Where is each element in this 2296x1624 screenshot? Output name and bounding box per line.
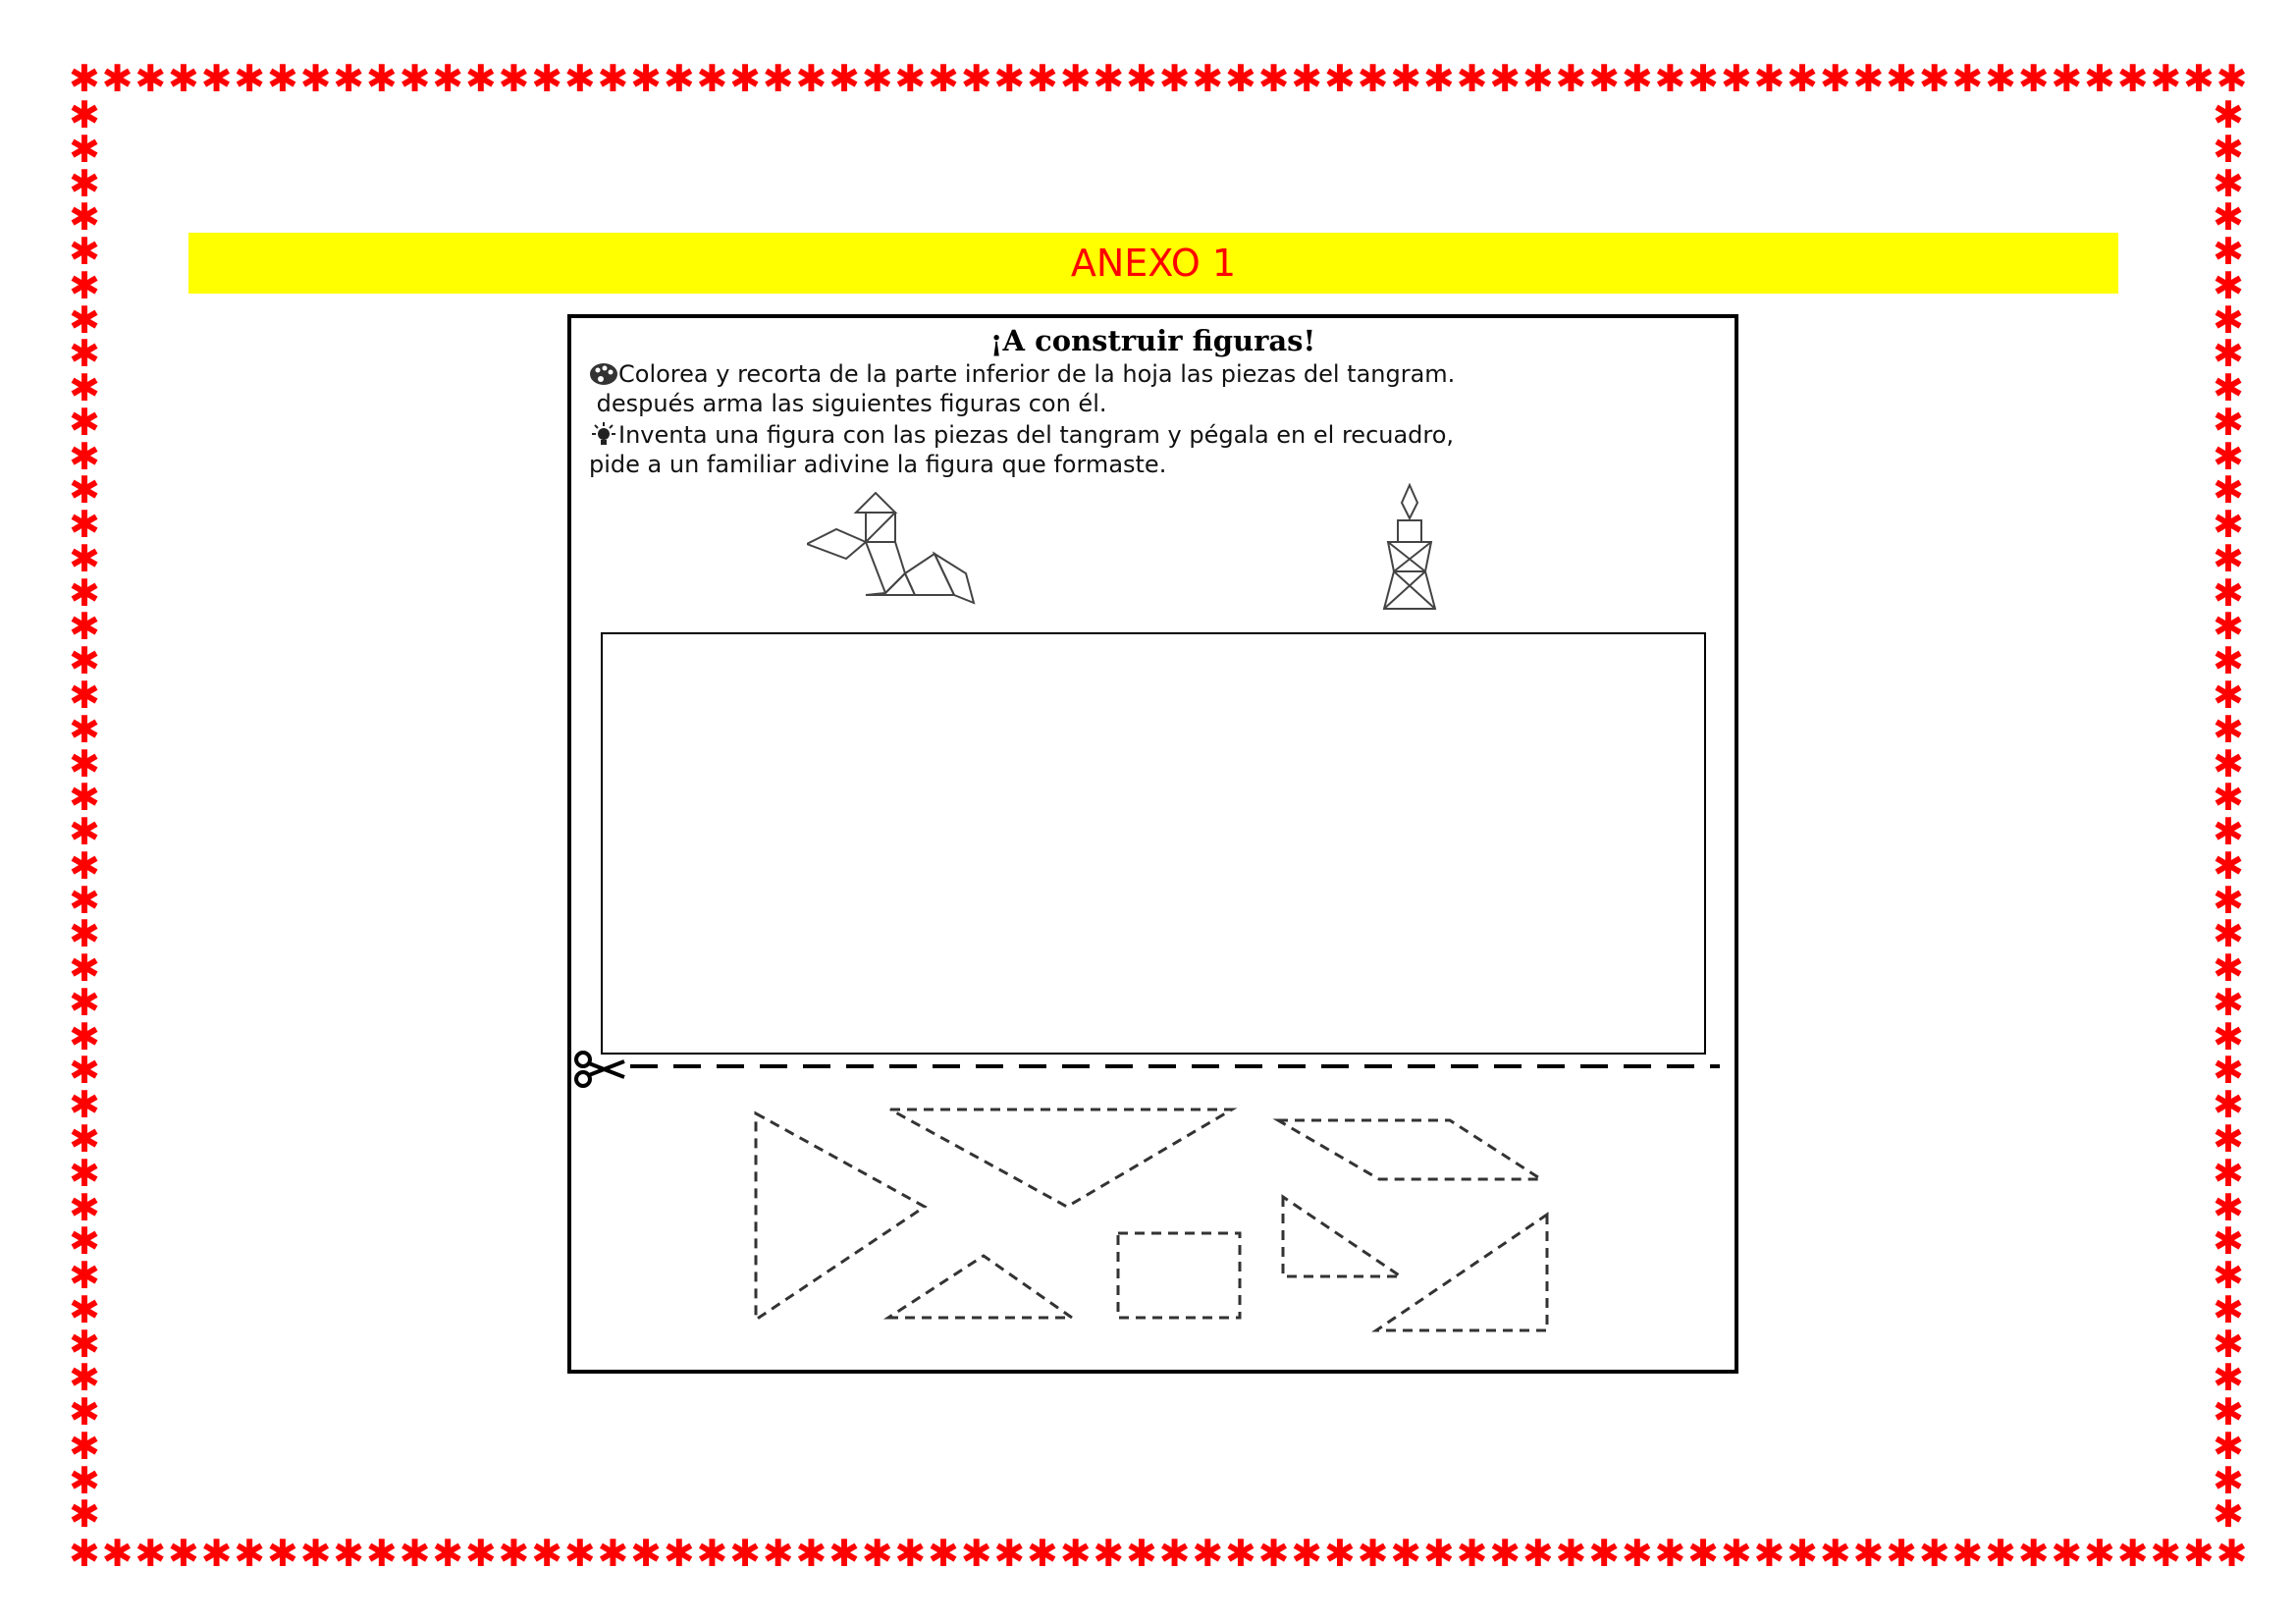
- border-asterisk: ✱: [1224, 57, 1256, 100]
- palette-icon: [589, 361, 618, 387]
- border-asterisk: ✱: [2213, 912, 2244, 956]
- border-asterisk: ✱: [2213, 536, 2244, 580]
- border-asterisk: ✱: [1687, 57, 1719, 100]
- border-asterisk: ✱: [2213, 639, 2244, 683]
- border-asterisk: ✱: [1753, 1532, 1786, 1575]
- border-asterisk: ✱: [1158, 57, 1191, 100]
- border-asterisk: ✱: [2213, 195, 2244, 240]
- border-asterisk: ✱: [464, 57, 497, 100]
- border-asterisk: ✱: [69, 1254, 100, 1298]
- border-asterisk: ✱: [69, 776, 100, 820]
- border-asterisk: ✱: [69, 1185, 100, 1229]
- border-asterisk: ✱: [69, 1390, 100, 1435]
- border-asterisk: ✱: [2017, 57, 2050, 100]
- border-asterisk: ✱: [1059, 57, 1092, 100]
- border-asterisk: ✱: [1985, 1532, 2016, 1575]
- border-asterisk: ✱: [69, 127, 100, 171]
- border-asterisk: ✱: [69, 332, 100, 376]
- border-asterisk: ✱: [2213, 468, 2244, 513]
- border-asterisk: ✱: [630, 1532, 662, 1575]
- border-asterisk: ✱: [1323, 57, 1356, 100]
- border-asterisk: ✱: [399, 57, 431, 100]
- border-asterisk: ✱: [2213, 503, 2244, 547]
- border-asterisk: ✱: [69, 298, 100, 342]
- border-asterisk: ✱: [69, 1322, 100, 1366]
- border-asterisk: ✱: [234, 1532, 266, 1575]
- border-asterisk: ✱: [828, 57, 860, 100]
- border-asterisk: ✱: [2183, 1532, 2215, 1575]
- border-asterisk: ✱: [69, 468, 100, 513]
- border-asterisk: ✱: [894, 1532, 927, 1575]
- border-asterisk: ✱: [2213, 947, 2244, 991]
- border-asterisk: ✱: [2213, 400, 2244, 444]
- border-asterisk: ✱: [729, 57, 761, 100]
- border-asterisk: ✱: [432, 57, 464, 100]
- border-asterisk: ✱: [960, 57, 992, 100]
- bird-tangram-figure: [807, 485, 1003, 618]
- border-asterisk: ✱: [1357, 1532, 1389, 1575]
- border-asterisk: ✱: [266, 1532, 298, 1575]
- border-asterisk: ✱: [696, 57, 728, 100]
- border-asterisk: ✱: [1588, 57, 1621, 100]
- border-asterisk: ✱: [1126, 1532, 1157, 1575]
- border-asterisk: ✱: [2213, 1390, 2244, 1435]
- border-asterisk: ✱: [1291, 1532, 1323, 1575]
- border-asterisk: ✱: [2213, 570, 2244, 615]
- border-asterisk: ✱: [399, 1532, 431, 1575]
- border-asterisk: ✱: [69, 980, 100, 1024]
- border-asterisk: ✱: [2213, 1287, 2244, 1331]
- tangram-square: [1118, 1233, 1240, 1318]
- candle-tangram-figure: [1366, 483, 1455, 616]
- border-asterisk: ✱: [69, 1219, 100, 1264]
- border-asterisk: ✱: [1291, 57, 1323, 100]
- border-asterisk: ✱: [2213, 298, 2244, 342]
- border-asterisk: ✱: [663, 1532, 695, 1575]
- instruction-2-line-1: Inventa una figura con las piezas del tangram y pégala en el recuadro,: [618, 421, 1455, 449]
- border-asterisk: ✱: [2213, 1424, 2244, 1468]
- border-asterisk: ✱: [2213, 1254, 2244, 1298]
- border-asterisk: ✱: [333, 57, 365, 100]
- border-asterisk: ✱: [101, 57, 133, 100]
- border-asterisk: ✱: [69, 1151, 100, 1195]
- border-asterisk: ✱: [1918, 1532, 1950, 1575]
- border-asterisk: ✱: [2213, 230, 2244, 274]
- border-asterisk: ✱: [2213, 1492, 2244, 1537]
- border-asterisk: ✱: [1951, 1532, 1984, 1575]
- border-asterisk: ✱: [69, 810, 100, 854]
- border-asterisk: ✱: [101, 1532, 133, 1575]
- border-asterisk: ✱: [1687, 1532, 1719, 1575]
- border-asterisk: ✱: [1819, 57, 1851, 100]
- border-asterisk: ✱: [1819, 1532, 1851, 1575]
- border-asterisk: ✱: [69, 947, 100, 991]
- border-asterisk: ✱: [234, 57, 266, 100]
- cut-line: [630, 1056, 1720, 1076]
- border-asterisk: ✱: [1257, 1532, 1290, 1575]
- border-asterisk: ✱: [69, 1356, 100, 1400]
- border-top: [69, 59, 2248, 98]
- instruction-1-line-1: Colorea y recorta de la parte inferior de la hoja las piezas del tangram.: [618, 360, 1456, 388]
- border-asterisk: ✱: [69, 536, 100, 580]
- border-asterisk: ✱: [2084, 1532, 2115, 1575]
- border-asterisk: ✱: [563, 57, 596, 100]
- border-asterisk: ✱: [1422, 1532, 1455, 1575]
- border-left: [65, 93, 104, 1537]
- border-asterisk: ✱: [894, 57, 927, 100]
- border-asterisk: ✱: [630, 57, 662, 100]
- tangram-small-triangle-1: [1283, 1197, 1401, 1276]
- border-asterisk: ✱: [1093, 57, 1125, 100]
- border-asterisk: ✱: [464, 1532, 497, 1575]
- border-asterisk: ✱: [69, 639, 100, 683]
- border-asterisk: ✱: [1985, 57, 2016, 100]
- border-asterisk: ✱: [1257, 57, 1290, 100]
- border-asterisk: ✱: [2213, 1322, 2244, 1366]
- border-asterisk: ✱: [1621, 57, 1653, 100]
- border-asterisk: ✱: [69, 400, 100, 444]
- border-asterisk: ✱: [2150, 1532, 2182, 1575]
- border-asterisk: ✱: [167, 57, 199, 100]
- border-asterisk: ✱: [1852, 1532, 1885, 1575]
- border-asterisk: ✱: [563, 1532, 596, 1575]
- border-asterisk: ✱: [795, 57, 828, 100]
- border-asterisk: ✱: [1390, 1532, 1422, 1575]
- border-asterisk: ✱: [1192, 1532, 1224, 1575]
- border-asterisk: ✱: [2213, 1014, 2244, 1058]
- border-asterisk: ✱: [2213, 605, 2244, 649]
- border-asterisk: ✱: [2213, 1116, 2244, 1161]
- border-asterisk: ✱: [69, 570, 100, 615]
- lightbulb-icon: [589, 422, 618, 448]
- border-asterisk: ✱: [1918, 57, 1950, 100]
- border-asterisk: ✱: [1654, 57, 1686, 100]
- border-asterisk: ✱: [2051, 57, 2083, 100]
- paste-box: [601, 632, 1706, 1055]
- border-asterisk: ✱: [960, 1532, 992, 1575]
- border-asterisk: ✱: [2213, 707, 2244, 751]
- border-asterisk: ✱: [2213, 1219, 2244, 1264]
- scissors-icon: [573, 1050, 628, 1089]
- border-asterisk: ✱: [69, 230, 100, 274]
- border-asterisk: ✱: [993, 57, 1026, 100]
- border-asterisk: ✱: [2213, 93, 2244, 136]
- border-asterisk: ✱: [2051, 1532, 2083, 1575]
- border-asterisk: ✱: [69, 57, 100, 100]
- border-asterisk: ✱: [531, 57, 563, 100]
- border-asterisk: ✱: [1852, 57, 1885, 100]
- border-asterisk: ✱: [69, 161, 100, 205]
- border-asterisk: ✱: [1787, 57, 1818, 100]
- border-asterisk: ✱: [69, 741, 100, 785]
- border-asterisk: ✱: [1456, 1532, 1488, 1575]
- border-asterisk: ✱: [1323, 1532, 1356, 1575]
- border-asterisk: ✱: [365, 1532, 398, 1575]
- border-asterisk: ✱: [266, 57, 298, 100]
- border-asterisk: ✱: [200, 57, 233, 100]
- border-asterisk: ✱: [2017, 1532, 2050, 1575]
- border-asterisk: ✱: [1753, 57, 1786, 100]
- border-asterisk: ✱: [69, 1492, 100, 1537]
- border-asterisk: ✱: [69, 1287, 100, 1331]
- border-asterisk: ✱: [498, 57, 530, 100]
- border-asterisk: ✱: [2213, 843, 2244, 888]
- border-asterisk: ✱: [2216, 57, 2248, 100]
- border-asterisk: ✱: [1126, 57, 1157, 100]
- border-asterisk: ✱: [69, 707, 100, 751]
- border-asterisk: ✱: [1555, 57, 1587, 100]
- border-asterisk: ✱: [69, 434, 100, 478]
- border-asterisk: ✱: [69, 195, 100, 240]
- border-asterisk: ✱: [1489, 1532, 1522, 1575]
- border-asterisk: ✱: [69, 843, 100, 888]
- border-asterisk: ✱: [2213, 1151, 2244, 1195]
- tangram-large-triangle-2: [890, 1110, 1232, 1207]
- border-right: [2209, 93, 2248, 1537]
- border-asterisk: ✱: [2213, 434, 2244, 478]
- border-asterisk: ✱: [531, 1532, 563, 1575]
- border-asterisk: ✱: [2213, 741, 2244, 785]
- border-asterisk: ✱: [861, 1532, 893, 1575]
- border-asterisk: ✱: [432, 1532, 464, 1575]
- border-asterisk: ✱: [2116, 1532, 2149, 1575]
- instruction-2-line-2: pide a un familiar adivine la figura que formaste.: [589, 451, 1167, 478]
- border-asterisk: ✱: [993, 1532, 1026, 1575]
- border-asterisk: ✱: [828, 1532, 860, 1575]
- border-asterisk: ✱: [69, 1083, 100, 1127]
- border-asterisk: ✱: [69, 674, 100, 718]
- border-asterisk: ✱: [69, 1116, 100, 1161]
- border-asterisk: ✱: [2183, 57, 2215, 100]
- annex-banner: [188, 233, 2118, 294]
- border-asterisk: ✱: [1093, 1532, 1125, 1575]
- border-asterisk: ✱: [861, 57, 893, 100]
- instruction-invent: [589, 420, 1454, 479]
- border-asterisk: ✱: [2213, 1049, 2244, 1093]
- border-asterisk: ✱: [1588, 1532, 1621, 1575]
- border-asterisk: ✱: [200, 1532, 233, 1575]
- border-asterisk: ✱: [928, 1532, 959, 1575]
- border-asterisk: ✱: [1422, 57, 1455, 100]
- border-asterisk: ✱: [1027, 1532, 1058, 1575]
- border-asterisk: ✱: [2213, 1185, 2244, 1229]
- border-asterisk: ✱: [1787, 1532, 1818, 1575]
- worksheet: [567, 314, 1738, 1374]
- border-asterisk: ✱: [1886, 1532, 1917, 1575]
- border-asterisk: ✱: [597, 57, 629, 100]
- border-asterisk: ✱: [134, 57, 167, 100]
- border-asterisk: ✱: [1027, 57, 1058, 100]
- border-asterisk: ✱: [1951, 57, 1984, 100]
- border-asterisk: ✱: [2213, 366, 2244, 410]
- border-asterisk: ✱: [1720, 57, 1752, 100]
- border-asterisk: ✱: [2213, 127, 2244, 171]
- border-asterisk: ✱: [1555, 1532, 1587, 1575]
- border-asterisk: ✱: [1621, 1532, 1653, 1575]
- border-asterisk: ✱: [2213, 878, 2244, 922]
- border-asterisk: ✱: [69, 503, 100, 547]
- border-asterisk: ✱: [69, 878, 100, 922]
- border-asterisk: ✱: [69, 1424, 100, 1468]
- border-asterisk: ✱: [762, 57, 794, 100]
- border-asterisk: ✱: [1522, 1532, 1554, 1575]
- border-asterisk: ✱: [663, 57, 695, 100]
- tangram-small-triangle-2: [1376, 1215, 1547, 1330]
- border-asterisk: ✱: [2213, 776, 2244, 820]
- border-asterisk: ✱: [2213, 1083, 2244, 1127]
- border-asterisk: ✱: [1522, 57, 1554, 100]
- border-asterisk: ✱: [69, 93, 100, 136]
- border-asterisk: ✱: [1720, 1532, 1752, 1575]
- border-asterisk: ✱: [69, 1458, 100, 1502]
- border-asterisk: ✱: [2213, 980, 2244, 1024]
- border-asterisk: ✱: [2084, 57, 2115, 100]
- annex-title: ANEXO 1: [1070, 242, 1237, 285]
- tangram-parallelogram: [1278, 1120, 1541, 1179]
- border-asterisk: ✱: [1192, 57, 1224, 100]
- border-asterisk: ✱: [69, 1049, 100, 1093]
- border-asterisk: ✱: [69, 1014, 100, 1058]
- border-asterisk: ✱: [1654, 1532, 1686, 1575]
- border-asterisk: ✱: [69, 1532, 100, 1575]
- border-asterisk: ✱: [2213, 161, 2244, 205]
- border-asterisk: ✱: [1456, 57, 1488, 100]
- border-asterisk: ✱: [696, 1532, 728, 1575]
- border-asterisk: ✱: [2150, 57, 2182, 100]
- tangram-pieces: [571, 1084, 1739, 1379]
- border-asterisk: ✱: [1886, 57, 1917, 100]
- border-asterisk: ✱: [134, 1532, 167, 1575]
- border-asterisk: ✱: [597, 1532, 629, 1575]
- border-asterisk: ✱: [69, 912, 100, 956]
- border-asterisk: ✱: [928, 57, 959, 100]
- border-asterisk: ✱: [2213, 263, 2244, 307]
- border-asterisk: ✱: [69, 263, 100, 307]
- border-asterisk: ✱: [795, 1532, 828, 1575]
- border-asterisk: ✱: [2213, 674, 2244, 718]
- tangram-medium-triangle: [888, 1256, 1072, 1318]
- border-bottom: [69, 1534, 2248, 1573]
- border-asterisk: ✱: [2213, 1458, 2244, 1502]
- border-asterisk: ✱: [69, 605, 100, 649]
- instruction-color-cut: [589, 359, 1455, 418]
- border-asterisk: ✱: [1489, 57, 1522, 100]
- border-asterisk: ✱: [365, 57, 398, 100]
- border-asterisk: ✱: [2116, 57, 2149, 100]
- border-asterisk: ✱: [2213, 332, 2244, 376]
- border-asterisk: ✱: [1357, 57, 1389, 100]
- border-asterisk: ✱: [1390, 57, 1422, 100]
- border-asterisk: ✱: [1059, 1532, 1092, 1575]
- border-asterisk: ✱: [498, 1532, 530, 1575]
- worksheet-title: ¡A construir figuras!: [989, 324, 1316, 357]
- border-asterisk: ✱: [69, 366, 100, 410]
- border-asterisk: ✱: [2213, 1356, 2244, 1400]
- instruction-1-line-2: después arma las siguientes figuras con él.: [596, 390, 1107, 417]
- border-asterisk: ✱: [333, 1532, 365, 1575]
- border-asterisk: ✱: [1224, 1532, 1256, 1575]
- border-asterisk: ✱: [299, 57, 332, 100]
- border-asterisk: ✱: [2216, 1532, 2248, 1575]
- border-asterisk: ✱: [729, 1532, 761, 1575]
- border-asterisk: ✱: [299, 1532, 332, 1575]
- border-asterisk: ✱: [167, 1532, 199, 1575]
- border-asterisk: ✱: [762, 1532, 794, 1575]
- tangram-large-triangle-1: [756, 1113, 925, 1320]
- border-asterisk: ✱: [1158, 1532, 1191, 1575]
- border-asterisk: ✱: [2213, 810, 2244, 854]
